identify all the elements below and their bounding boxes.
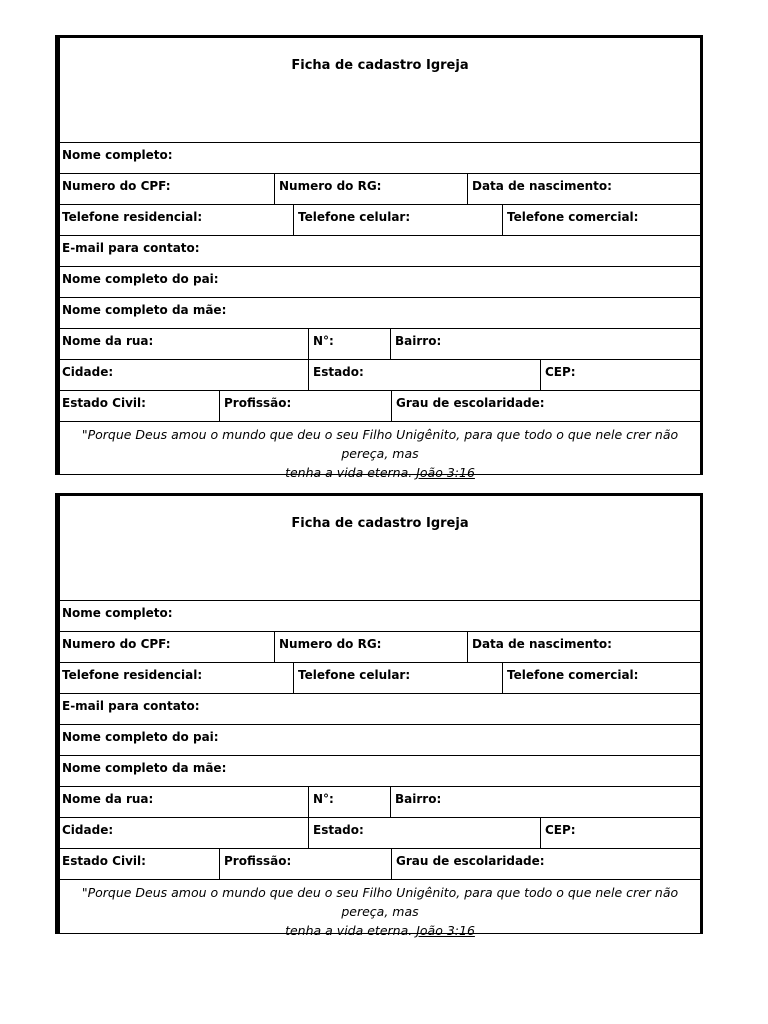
field-mother-name[interactable]: Nome completo da mãe: — [62, 761, 227, 775]
quote-line-2: tenha a vida eterna. — [285, 465, 413, 480]
quote-line-1: "Porque Deus amou o mundo que deu o seu Filho Unigênito, para que todo o que nele crer não pereça, mas — [81, 885, 679, 919]
quote-line-1: "Porque Deus amou o mundo que deu o seu Filho Unigênito, para que todo o que nele crer não pereça, mas — [81, 427, 679, 461]
field-mobile-phone[interactable]: Telefone celular: — [293, 205, 502, 235]
field-birth-date[interactable]: Data de nascimento: — [467, 174, 700, 204]
field-state[interactable]: Estado: — [308, 818, 540, 848]
row-email — [60, 693, 700, 724]
row-mother — [60, 755, 700, 786]
field-number[interactable]: N°: — [308, 329, 390, 359]
field-street[interactable]: Nome da rua: — [62, 334, 154, 348]
field-number[interactable]: N°: — [308, 787, 390, 817]
form-title: Ficha de cadastro Igreja — [291, 58, 469, 73]
field-email[interactable]: E-mail para contato: — [62, 699, 200, 713]
field-rg[interactable]: Numero do RG: — [274, 632, 467, 662]
field-education[interactable]: Grau de escolaridade: — [391, 849, 700, 879]
field-street[interactable]: Nome da rua: — [62, 792, 154, 806]
field-home-phone[interactable]: Telefone residencial: — [62, 210, 203, 224]
row-street — [60, 786, 700, 817]
field-profession[interactable]: Profissão: — [219, 849, 391, 879]
row-full-name — [60, 600, 700, 631]
row-phones — [60, 662, 700, 693]
field-birth-date[interactable]: Data de nascimento: — [467, 632, 700, 662]
field-cpf[interactable]: Numero do CPF: — [62, 637, 171, 651]
field-father-name[interactable]: Nome completo do pai: — [62, 730, 219, 744]
field-state[interactable]: Estado: — [308, 360, 540, 390]
field-education[interactable]: Grau de escolaridade: — [391, 391, 700, 421]
field-city[interactable]: Cidade: — [62, 823, 114, 837]
field-father-name[interactable]: Nome completo do pai: — [62, 272, 219, 286]
row-civil — [60, 848, 700, 879]
field-rg[interactable]: Numero do RG: — [274, 174, 467, 204]
field-email[interactable]: E-mail para contato: — [62, 241, 200, 255]
registration-form-2 — [55, 493, 703, 938]
field-neighborhood[interactable]: Bairro: — [390, 329, 700, 359]
field-neighborhood[interactable]: Bairro: — [390, 787, 700, 817]
field-cep[interactable]: CEP: — [540, 818, 700, 848]
field-mother-name[interactable]: Nome completo da mãe: — [62, 303, 227, 317]
field-full-name[interactable]: Nome completo: — [62, 606, 173, 620]
registration-form-1 — [55, 35, 703, 480]
field-full-name[interactable]: Nome completo: — [62, 148, 173, 162]
bible-quote — [60, 879, 700, 940]
field-profession[interactable]: Profissão: — [219, 391, 391, 421]
row-full-name — [60, 142, 700, 173]
quote-reference: João 3:16 — [416, 923, 475, 938]
field-home-phone[interactable]: Telefone residencial: — [62, 668, 203, 682]
field-civil-status[interactable]: Estado Civil: — [62, 854, 146, 868]
field-mobile-phone[interactable]: Telefone celular: — [293, 663, 502, 693]
row-documents — [60, 173, 700, 204]
row-city — [60, 359, 700, 390]
row-street — [60, 328, 700, 359]
field-work-phone[interactable]: Telefone comercial: — [502, 205, 700, 235]
row-mother — [60, 297, 700, 328]
field-cpf[interactable]: Numero do CPF: — [62, 179, 171, 193]
row-father — [60, 266, 700, 297]
bible-quote — [60, 421, 700, 482]
form-title: Ficha de cadastro Igreja — [291, 516, 469, 531]
field-city[interactable]: Cidade: — [62, 365, 114, 379]
field-work-phone[interactable]: Telefone comercial: — [502, 663, 700, 693]
quote-reference: João 3:16 — [416, 465, 475, 480]
row-civil — [60, 390, 700, 421]
field-civil-status[interactable]: Estado Civil: — [62, 396, 146, 410]
field-cep[interactable]: CEP: — [540, 360, 700, 390]
row-phones — [60, 204, 700, 235]
quote-line-2: tenha a vida eterna. — [285, 923, 413, 938]
row-city — [60, 817, 700, 848]
row-documents — [60, 631, 700, 662]
row-father — [60, 724, 700, 755]
row-email — [60, 235, 700, 266]
